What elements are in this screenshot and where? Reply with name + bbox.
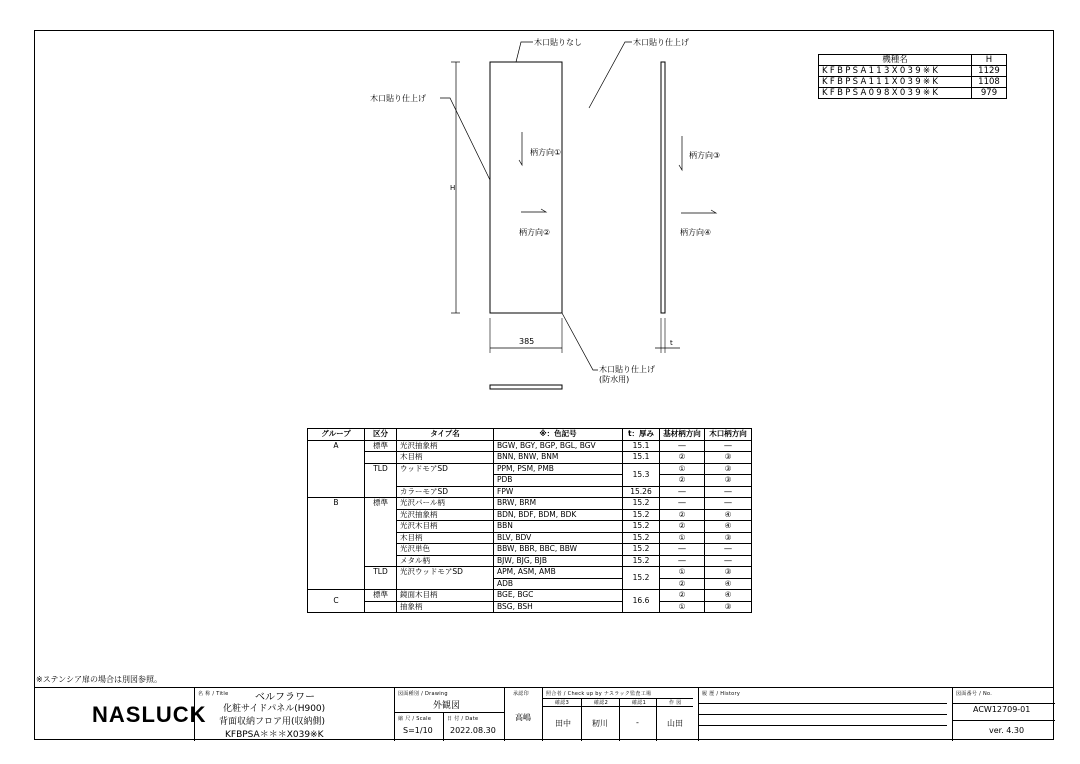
- spec-thickness: 15.2: [623, 509, 660, 521]
- model-name: KFBPSA111X039※K: [819, 77, 972, 88]
- spec-base-direction: ―: [660, 498, 705, 510]
- spec-header-category: 区分: [365, 429, 397, 441]
- table-row: [308, 601, 752, 613]
- label-height: H: [450, 184, 456, 192]
- date-label: 日 付 / Date: [447, 716, 479, 722]
- spec-header-base-direction: 基材柄方向: [660, 429, 705, 441]
- spec-category: TLD: [365, 463, 397, 498]
- check-value: 籾川: [592, 719, 608, 728]
- label-direction-4: 柄方向④: [680, 228, 712, 237]
- spec-base-direction: ―: [660, 544, 705, 556]
- scale-value: S=1/10: [403, 726, 433, 735]
- spec-edge-direction: ③: [705, 532, 752, 544]
- spec-base-direction: ―: [660, 486, 705, 498]
- table-row: [308, 463, 752, 475]
- spec-color-code: PPM, PSM, PMB: [494, 463, 623, 475]
- check-sub-label: 確認1: [632, 700, 647, 706]
- date-value: 2022.08.30: [450, 726, 496, 735]
- label-waterproof: (防水用): [599, 375, 630, 384]
- spec-type: 鏡面木目柄: [397, 590, 494, 602]
- panel-side-view: [661, 62, 665, 313]
- spec-color-code: BGW, BGY, BGP, BGL, BGV: [494, 440, 623, 452]
- panel-front-view: [490, 62, 562, 313]
- spec-table: [307, 428, 752, 613]
- spec-thickness: 15.2: [623, 555, 660, 567]
- title-cell: [194, 688, 394, 741]
- spec-group: C: [308, 590, 365, 613]
- spec-type: 光沢木目柄: [397, 521, 494, 533]
- spec-base-direction: ②: [660, 590, 705, 602]
- check-sub-label: 確認3: [555, 700, 570, 706]
- check-sub-label: 作 図: [669, 700, 682, 706]
- check-value: 山田: [667, 719, 683, 728]
- spec-category: 標準: [365, 440, 397, 452]
- table-row: [308, 452, 752, 464]
- spec-type: 光沢ウッドモアSD: [397, 567, 494, 590]
- model-height: 1129: [972, 66, 1007, 77]
- title-line-2: 化粧サイドパネル(H900): [223, 704, 326, 714]
- spec-header-edge-direction: 木口柄方向: [705, 429, 752, 441]
- spec-category: 標準: [365, 498, 397, 567]
- label-direction-1: 柄方向①: [530, 148, 562, 157]
- spec-thickness: 15.1: [623, 452, 660, 464]
- panel-bottom-view: [490, 385, 562, 389]
- spec-category: TLD: [365, 567, 397, 590]
- spec-header-thickness: t：厚み: [623, 429, 660, 441]
- spec-base-direction: ①: [660, 463, 705, 475]
- spec-base-direction: ①: [660, 532, 705, 544]
- spec-thickness: 15.26: [623, 486, 660, 498]
- scale-label: 縮 尺 / Scale: [398, 716, 432, 722]
- spec-edge-direction: ―: [705, 440, 752, 452]
- model-height: 1108: [972, 77, 1007, 88]
- title-label: 名 称 / Title: [198, 691, 229, 697]
- spec-edge-direction: ―: [705, 555, 752, 567]
- model-height: 979: [972, 88, 1007, 99]
- spec-edge-direction: ④: [705, 590, 752, 602]
- spec-edge-direction: ③: [705, 475, 752, 487]
- label-width-dimension: 385: [519, 337, 535, 346]
- approval-value: 高嶋: [515, 713, 531, 722]
- spec-color-code: BSG, BSH: [494, 601, 623, 613]
- spec-type: カラーモアSD: [397, 486, 494, 498]
- label-direction-3: 柄方向③: [689, 151, 721, 160]
- spec-header-type: タイプ名: [397, 429, 494, 441]
- spec-thickness: 15.2: [623, 521, 660, 533]
- title-block: [34, 687, 1054, 741]
- drawing-type-value: 外観図: [433, 701, 461, 711]
- spec-base-direction: ②: [660, 578, 705, 590]
- spec-category: 標準: [365, 590, 397, 602]
- check-label: 照合者 / Check up by ナスラック監査工場: [546, 691, 652, 697]
- spec-color-code: BDN, BDF, BDM, BDK: [494, 509, 623, 521]
- spec-edge-direction: ③: [705, 463, 752, 475]
- table-row: [819, 77, 1007, 88]
- spec-color-code: APM, ASM, AMB: [494, 567, 623, 579]
- label-edge-finish-bottom: 木口貼り仕上げ: [599, 365, 655, 374]
- table-row: [308, 440, 752, 452]
- check-cell: [542, 688, 692, 741]
- spec-edge-direction: ④: [705, 521, 752, 533]
- spec-group: A: [308, 440, 365, 498]
- drawing-number-value: ACW12709-01: [973, 705, 1031, 714]
- title-main: ベルフラワー: [255, 692, 315, 703]
- spec-type: 光沢抽象柄: [397, 440, 494, 452]
- check-value: 田中: [555, 719, 571, 728]
- spec-type: メタル柄: [397, 555, 494, 567]
- spec-color-code: BLV, BDV: [494, 532, 623, 544]
- spec-color-code: BJW, BJG, BJB: [494, 555, 623, 567]
- drawing-number-label: 図面番号 / No.: [956, 691, 993, 697]
- spec-color-code: PDB: [494, 475, 623, 487]
- spec-thickness: 15.3: [623, 463, 660, 486]
- spec-edge-direction: ―: [705, 486, 752, 498]
- label-edge-finish-top: 木口貼り仕上げ: [633, 38, 689, 47]
- spec-type: 木目柄: [397, 452, 494, 464]
- spec-color-code: BGE, BGC: [494, 590, 623, 602]
- nasluck-logo: NASLUCK: [92, 702, 207, 727]
- spec-category: [365, 601, 397, 613]
- spec-group: B: [308, 498, 365, 590]
- title-line-3: 背面収納フロア用(収納側): [219, 717, 326, 727]
- spec-edge-direction: ④: [705, 578, 752, 590]
- spec-edge-direction: ―: [705, 498, 752, 510]
- spec-color-code: ADB: [494, 578, 623, 590]
- spec-category: [365, 452, 397, 464]
- approval-cell: [504, 688, 542, 741]
- check-value: -: [636, 718, 639, 727]
- spec-base-direction: ①: [660, 601, 705, 613]
- stencia-note: ※ステンシア扉の場合は別図参照。: [36, 675, 162, 684]
- spec-color-code: BNN, BNW, BNM: [494, 452, 623, 464]
- spec-base-direction: ―: [660, 440, 705, 452]
- spec-type: ウッドモアSD: [397, 463, 494, 486]
- table-row: [819, 88, 1007, 99]
- spec-thickness: 16.6: [623, 590, 660, 613]
- spec-base-direction: ②: [660, 521, 705, 533]
- label-direction-2: 柄方向②: [519, 228, 551, 237]
- model-header-name: 機種名: [819, 55, 972, 66]
- spec-edge-direction: ③: [705, 601, 752, 613]
- model-name: KFBPSA098X039※K: [819, 88, 972, 99]
- title-line-4: KFBPSA＊＊＊X039※K: [225, 730, 324, 740]
- label-no-edge: 木口貼りなし: [534, 38, 582, 47]
- table-row: [819, 66, 1007, 77]
- spec-thickness: 15.1: [623, 440, 660, 452]
- spec-thickness: 15.2: [623, 532, 660, 544]
- spec-edge-direction: ③: [705, 567, 752, 579]
- spec-thickness: 15.2: [623, 498, 660, 510]
- table-row: [308, 590, 752, 602]
- spec-base-direction: ②: [660, 509, 705, 521]
- spec-edge-direction: ④: [705, 509, 752, 521]
- spec-color-code: BRW, BRM: [494, 498, 623, 510]
- spec-header-color-code: ※：色記号: [494, 429, 623, 441]
- spec-type: 抽象柄: [397, 601, 494, 613]
- model-name: KFBPSA113X039※K: [819, 66, 972, 77]
- model-header-h: H: [972, 55, 1007, 66]
- spec-edge-direction: ―: [705, 544, 752, 556]
- spec-type: 光沢抽象柄: [397, 509, 494, 521]
- spec-type: 光沢パール柄: [397, 498, 494, 510]
- approval-label: 承認印: [513, 691, 529, 697]
- label-edge-finish-left: 木口貼り仕上げ: [370, 94, 426, 103]
- table-row: [308, 498, 752, 510]
- drawing-info-cell: [394, 688, 504, 741]
- version-value: ver. 4.30: [989, 726, 1025, 735]
- spec-header-group: グループ: [308, 429, 365, 441]
- history-label: 履 歴 / History: [702, 691, 741, 697]
- spec-thickness: 15.2: [623, 544, 660, 556]
- spec-base-direction: ①: [660, 567, 705, 579]
- history-cell: [698, 688, 946, 741]
- spec-base-direction: ②: [660, 475, 705, 487]
- spec-type: 木目柄: [397, 532, 494, 544]
- label-thickness: t: [670, 339, 673, 347]
- spec-color-code: BBW, BBR, BBC, BBW: [494, 544, 623, 556]
- spec-edge-direction: ③: [705, 452, 752, 464]
- spec-type: 光沢単色: [397, 544, 494, 556]
- spec-thickness: 15.2: [623, 567, 660, 590]
- model-table: [818, 54, 1007, 99]
- table-row: [308, 567, 752, 579]
- spec-base-direction: ②: [660, 452, 705, 464]
- spec-color-code: FPW: [494, 486, 623, 498]
- check-sub-label: 確認2: [594, 700, 609, 706]
- spec-base-direction: ―: [660, 555, 705, 567]
- drawing-type-label: 図面種別 / Drawing: [398, 691, 448, 697]
- spec-color-code: BBN: [494, 521, 623, 533]
- drawing-number-cell: [952, 688, 1054, 741]
